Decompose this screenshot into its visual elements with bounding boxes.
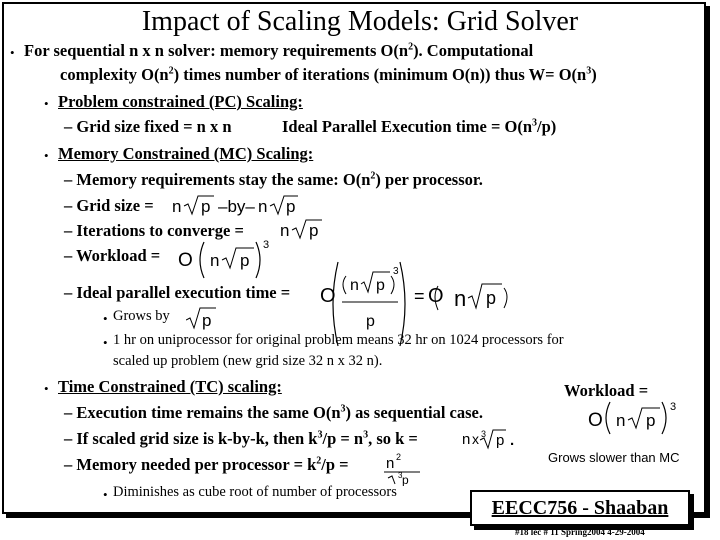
svg-text:n: n [350,277,359,294]
bullet-dot: • [44,148,49,163]
bullet-dot: • [103,311,108,326]
svg-text:p: p [240,251,250,270]
mc-ideal-time: – Ideal parallel execution time = [64,283,291,302]
svg-text:p: p [201,197,211,216]
mc-memory: – Memory requirements stay the same: $O(n^2)$ per processor. [64,170,483,189]
course-badge: EECC756 - Shaaban [470,490,690,526]
bullet-dot: • [103,487,108,502]
formula-iterations [278,216,328,244]
formula-tc-workload [586,398,686,438]
svg-text:=: = [414,286,425,306]
tc-scaled-grid: – If scaled grid size is k-by-k, then $k^3/p = n^3$, so k = [64,429,418,448]
bullet-dot: • [44,96,49,111]
tc-memory: – Memory needed per processor = $k^2/p$ = [64,455,349,474]
svg-text:O: O [320,285,336,307]
mc-workload: – Workload = [64,246,161,265]
svg-text:p: p [309,221,319,240]
svg-text:p: p [402,473,409,486]
svg-text:x: x [472,431,479,447]
svg-text:n: n [462,431,471,448]
svg-text:3: 3 [263,239,270,251]
formula-grows-by [186,304,216,332]
svg-text:n: n [386,455,395,472]
svg-text:p: p [486,288,497,308]
svg-text:p: p [202,311,212,330]
mc-grid-size: – Grid size = [64,196,154,215]
svg-text:p: p [286,197,296,216]
formula-k [460,426,524,452]
svg-text:n: n [280,221,290,240]
svg-text:n: n [454,286,467,311]
tc-exec-time: – Execution time remains the same $O(n^3)$ as sequential case. [64,403,483,422]
slide-footer: #18 lec # 11 Spring2004 4-29-2004 [515,527,645,537]
svg-text:3: 3 [398,471,403,480]
bullet-dot: • [10,45,15,60]
tc-grows-slower: Grows slower than MC [548,450,680,465]
mc-heading: Memory Constrained (MC) Scaling: [58,144,314,163]
svg-text:n: n [258,197,268,216]
formula-memory [384,450,424,486]
svg-text:3: 3 [481,429,487,439]
svg-text:p: p [496,432,505,449]
tc-heading: Time Constrained (TC) scaling: [58,377,282,396]
svg-text:–by–: –by– [218,197,255,216]
svg-text:p: p [366,313,375,330]
mc-grows-by: Grows by [113,308,170,324]
mc-hr-line2: scaled up problem (new grid size 32 n x 32 n). [113,353,383,369]
bullet-dot: • [44,381,49,396]
tc-workload-label: Workload = [564,381,649,400]
svg-text:2: 2 [396,452,402,462]
svg-text:p: p [376,277,385,294]
mc-hr-line1: 1 hr on uniprocessor for original problem means 32 hr on 1024 processors for [113,332,564,348]
svg-text:p: p [646,411,656,430]
pc-grid-size: – Grid size fixed = n x n [64,117,232,136]
tc-diminishes: Diminishes as cube root of number of processors [113,484,397,500]
bullet-sequential-line1: For sequential n x n solver: memory requirements $O(n^2)$. Computational [24,41,534,60]
bullet-sequential-line2: complexity $O(n^2)$ times number of iterations (minimum O(n)) thus $W= O(n^3)$ [60,65,597,84]
svg-text:O: O [428,285,444,307]
svg-text:n: n [210,251,220,270]
svg-text:3: 3 [393,266,399,277]
pc-heading: Problem constrained (PC) Scaling: [58,92,303,111]
svg-text:O: O [178,250,193,271]
svg-text:3: 3 [670,401,677,413]
slide-title: Impact of Scaling Models: Grid Solver [141,6,579,37]
formula-workload [176,236,276,280]
svg-text:n: n [616,411,626,430]
bullet-dot: • [103,335,108,350]
mc-iterations: – Iterations to converge = [64,221,244,240]
pc-ideal-time: Ideal Parallel Execution time = $O(n^3/p)$ [282,117,557,136]
svg-text:n: n [172,197,182,216]
svg-text:O: O [588,410,603,431]
svg-text:.: . [510,432,515,449]
